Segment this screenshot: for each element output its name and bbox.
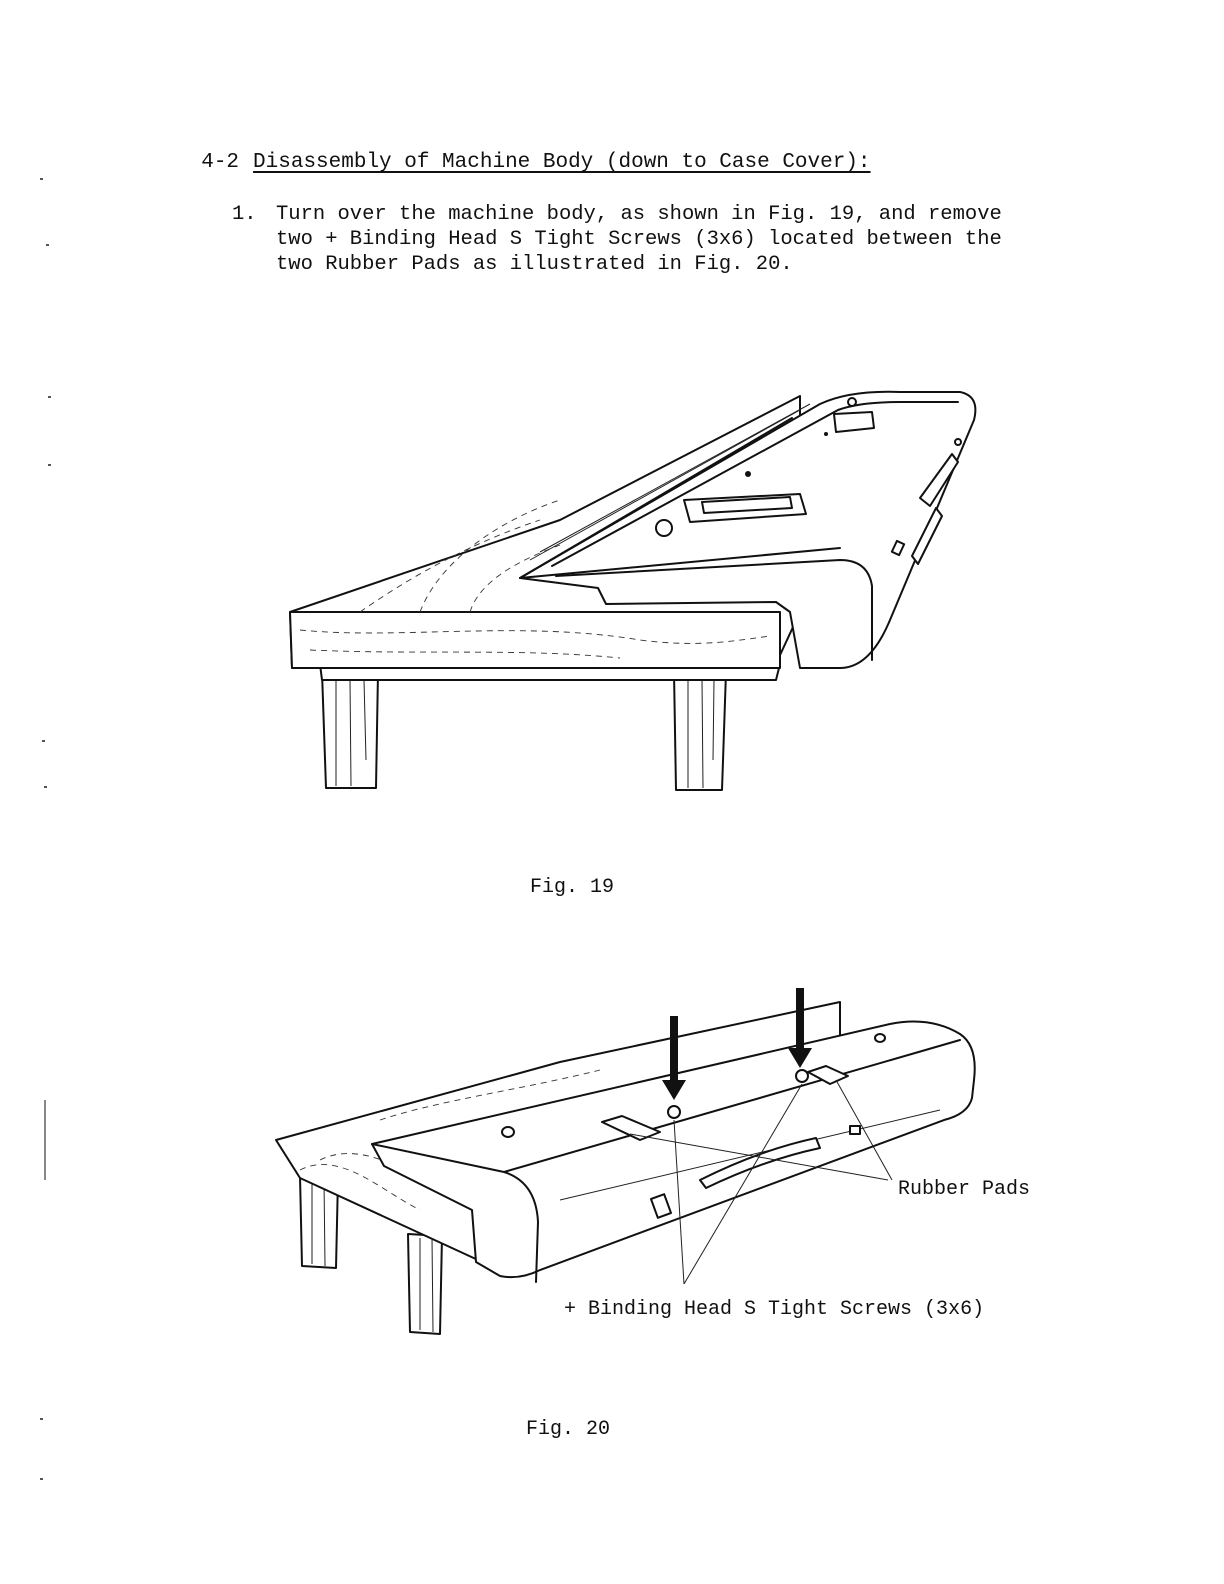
fig-19-caption: Fig. 19 [530,876,615,899]
scan-speck [44,786,47,788]
screws-label: + Binding Head S Tight Screws (3x6) [564,1298,985,1321]
section-number: 4-2 [201,151,240,174]
table-leg-left-rear [408,1234,442,1334]
rubber-pads-label: Rubber Pads [898,1178,1031,1201]
scan-speck [40,1478,43,1480]
screw-2 [796,1070,808,1082]
step-text: Turn over the machine body, as shown in Fig. 19, and remove two + Binding Head S Tight Screws (3x6) located between the two Rubber Pads as illustrated in Fig. 20. [276,203,1002,276]
step-index: 1. [232,203,257,226]
scan-speck [48,464,51,466]
fig-20-caption: Fig. 20 [526,1418,611,1441]
scan-speck [42,740,45,742]
screw-1 [668,1106,680,1118]
scan-speck [40,178,43,180]
scan-speck [46,244,49,246]
scan-speck [44,1100,46,1180]
section-title: Disassembly of Machine Body (down to Case Cover): [253,151,871,174]
scan-speck [48,396,51,398]
scan-speck [40,1418,43,1420]
